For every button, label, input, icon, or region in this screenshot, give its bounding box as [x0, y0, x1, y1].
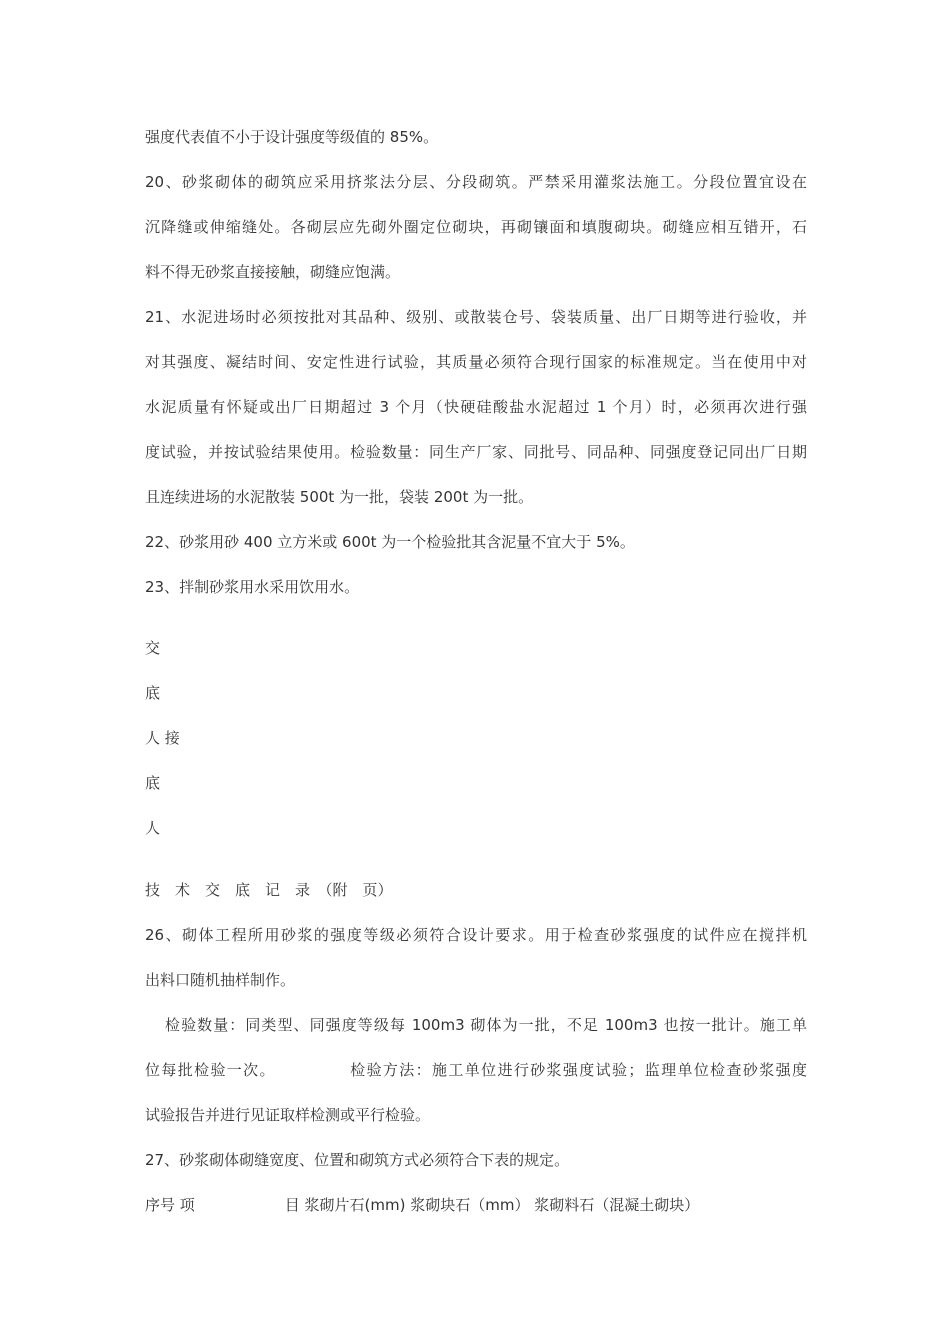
text-line-item22: 22、砂浆用砂 400 立方米或 600t 为一个检验批其含泥量不宜大于 5%。	[145, 533, 635, 551]
text-line-item21-2: 对其强度、凝结时间、安定性进行试验，其质量必须符合现行国家的标准规定。当在使用中对	[145, 353, 807, 371]
text-line-item20-1: 20、砂浆砌体的砌筑应采用挤浆法分层、分段砌筑。严禁采用灌浆法施工。分段位置宜设在	[145, 173, 807, 191]
text-line-item26-1: 26、砌体工程所用砂浆的强度等级必须符合设计要求。用于检查砂浆强度的试件应在搅拌机	[145, 926, 807, 944]
text-line-item21-5: 且连续进场的水泥散装 500t 为一批，袋装 200t 为一批。	[145, 488, 534, 506]
text-line-item20-2: 沉降缝或伸缩缝处。各砌层应先砌外圈定位砌块，再砌镶面和填腹砌块。砌缝应相互错开，石	[145, 218, 807, 236]
text-line-item26-2: 出料口随机抽样制作。	[145, 971, 296, 989]
text-line-item20-3: 料不得无砂浆直接接触，砌缝应饱满。	[145, 263, 401, 281]
text-line-item21-1: 21、水泥进场时必须按批对其品种、级别、或散装仓号、袋装质量、出厂日期等进行验收，并	[145, 308, 807, 326]
signature-label-char-2: 底	[145, 684, 161, 702]
signature-label-char-5: 人	[145, 819, 161, 837]
text-line-inspection-method: 位每批检验一次。 检验方法：施工单位进行砂浆强度试验；监理单位检查砂浆强度	[145, 1061, 807, 1079]
signature-label-char-3: 人 接	[145, 729, 180, 747]
text-line-item21-4: 度试验，并按试验结果使用。检验数量：同生产厂家、同批号、同品种、同强度登记同出厂日期	[145, 443, 807, 461]
text-line-item27: 27、砂浆砌体砌缝宽度、位置和砌筑方式必须符合下表的规定。	[145, 1151, 570, 1169]
text-line-inspection-report: 试验报告并进行见证取样检测或平行检验。	[145, 1106, 431, 1124]
section-heading: 技 术 交 底 记 录 （附 页）	[145, 881, 393, 899]
table-header-line: 序号 项 目 浆砌片石(mm) 浆砌块石（mm） 浆砌料石（混凝土砌块）	[145, 1196, 700, 1214]
signature-label-char-4: 底	[145, 774, 161, 792]
signature-label-char-1: 交	[145, 639, 161, 657]
text-line-item23: 23、拌制砂浆用水采用饮用水。	[145, 578, 360, 596]
text-line-item21-3: 水泥质量有怀疑或出厂日期超过 3 个月（快硬硅酸盐水泥超过 1 个月）时，必须再次进行强	[145, 398, 807, 416]
text-line-strength-value: 强度代表值不小于设计强度等级值的 85%。	[145, 128, 439, 146]
text-line-inspection-qty: 检验数量：同类型、同强度等级每 100m3 砌体为一批，不足 100m3 也按一批计。施工单	[165, 1016, 807, 1034]
